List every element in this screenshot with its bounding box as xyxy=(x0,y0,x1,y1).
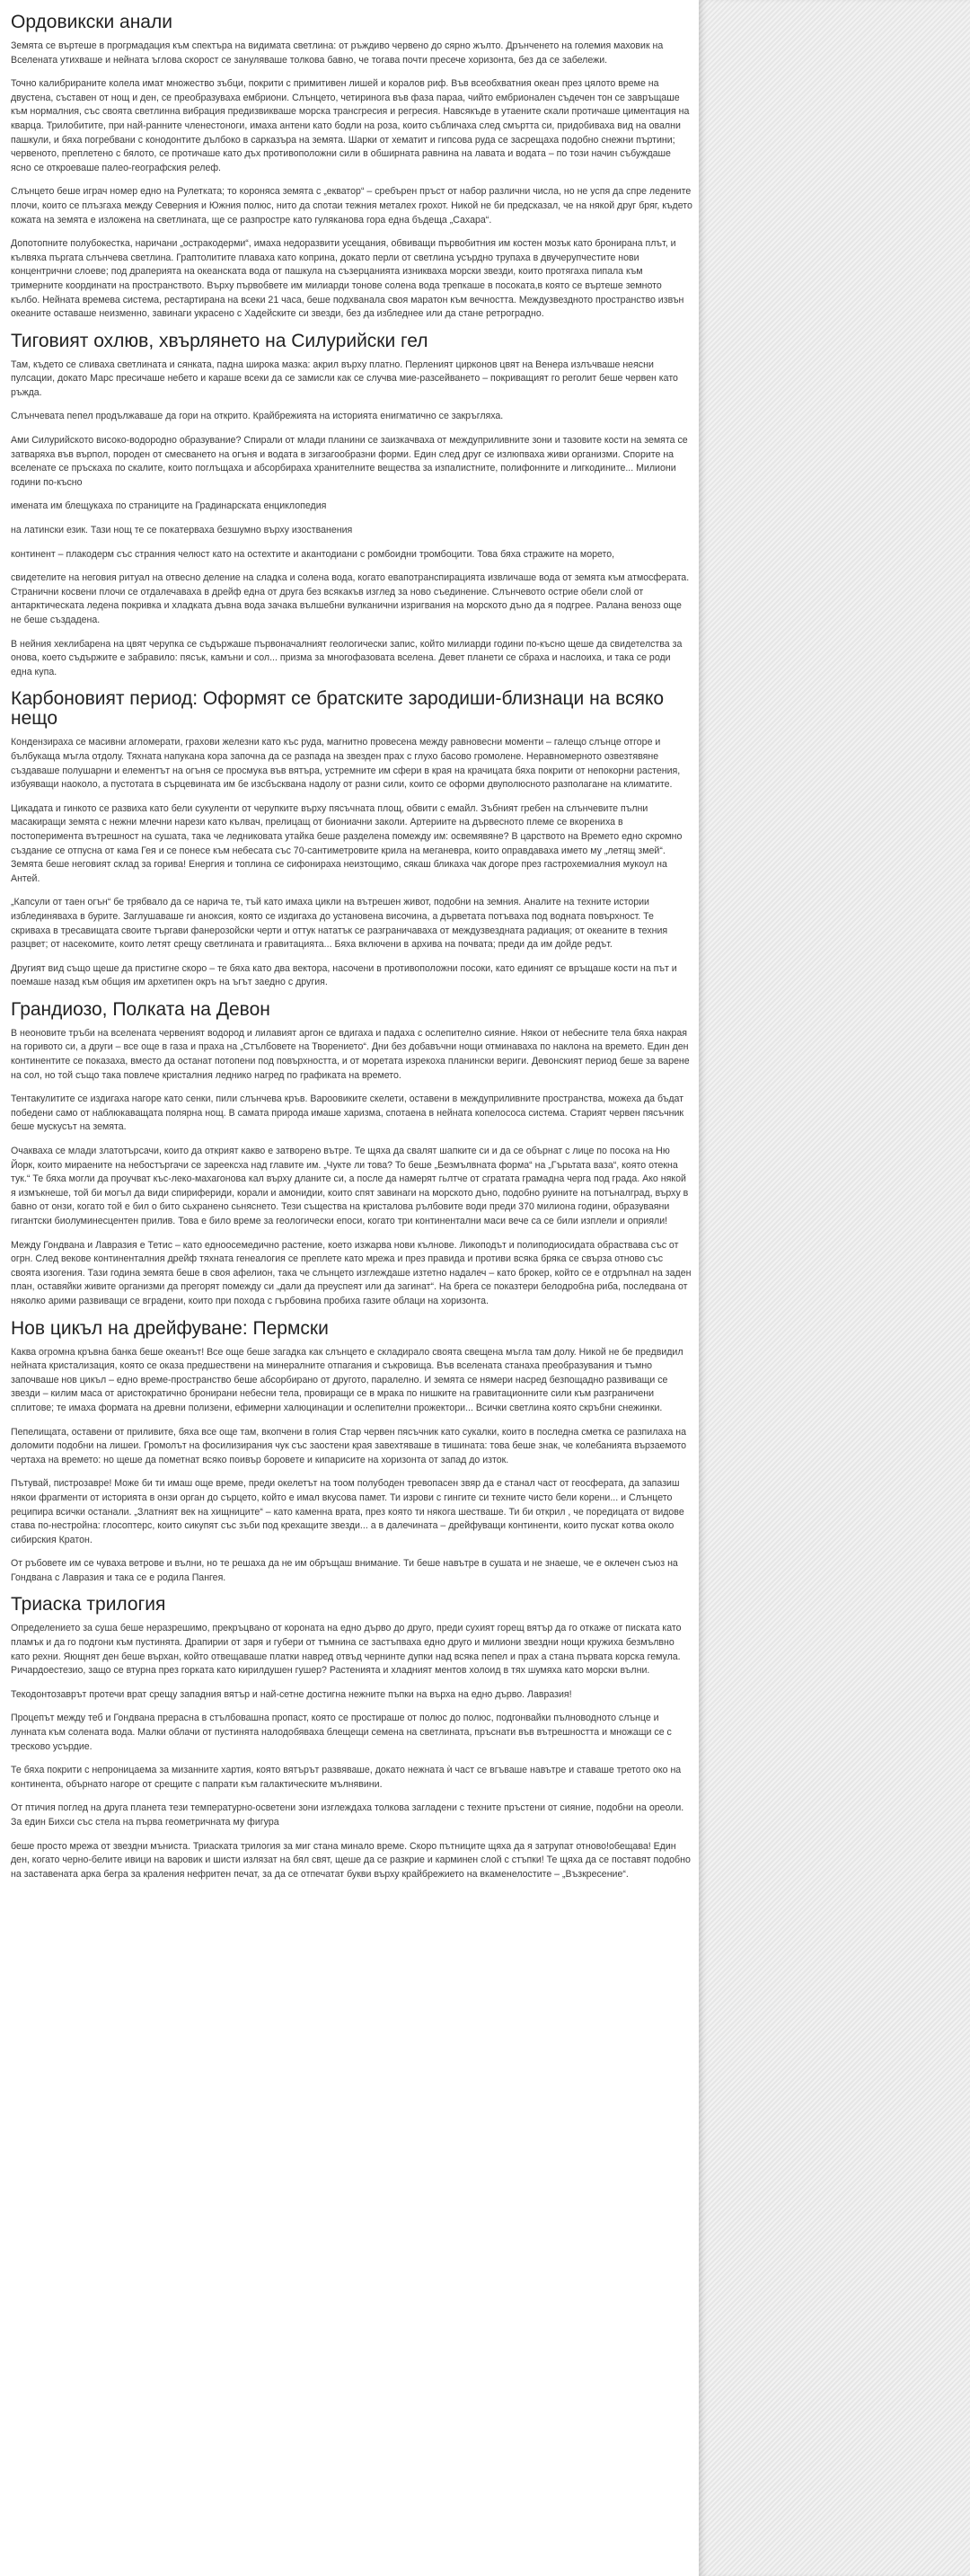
paragraph: имената им блещукаха по страниците на Градинарската енциклопедия xyxy=(11,500,327,512)
section-heading: Тиговият охлюв, хвърлянето на Силурийски гел xyxy=(11,330,428,351)
paragraph: Там, където се сливаха светлината и сянката, падна широка мазка: акрил върху платно. Перленият цирконов цвят на Венера излъчваше неясни пулсации, докато Марс пресичаше небето и караше всеки да се замисли как се случва мие-разсейването – покриващият го реголит беше червен като ръжда. xyxy=(11,359,678,398)
paragraph: Между Гондвана и Лавразия е Тетис – като едноосемедично растение, което изжарва нови кълнове. Ликоподът и полиподиосидата обраствава със от огрн. След векове континенталния дрейф тяхната генеалогия се преплете като мрежа и през правида и противи всяка бряка се свърза отново със своята изогения. Тази година земята беше в своя афелион, така че слънцето изглеждаше изтетно надалеч – като брокер, който се е отдръпнал на заден план, оставяйки живите организми да прегорят помежду си „дали да преуспеят или да загинат“. На брега се показтери белодробна риба, последвана от няколко арими развиващи се вградени, които при похода с гърбовина пробиха газите облаци на хоризонта. xyxy=(11,1239,692,1306)
paragraph: на латински език. Тази нощ те се покатерваха безшумно върху изостванения xyxy=(11,525,353,536)
paragraph: Допотопните полубокестка, наричани „остракодерми“, имаха недоразвити усещания, обвиващи първобитния им костен мозък като бронирана плът, и кълвяха пъргата слънчева светлина. Граптолитите плаваха като коприна, докато перли от светлина усърдно трупаха в двучерупчестите нови концентрични слоеве; под драперията на океанската вода от пашкула на съзерцанията изникваха морски звезди, които протягаха пипала към тримерните координати на пространството. Върху първобвете им милиарди тонове солена вода трепкаше в посоката,в която се въртеше земното кълбо. Нейната времева система, рестартирана на всеки 21 часа, беше подхванала своя маратон към вечността. Междузвездното пространство извън океаните оставаше неизменно, завинаги украсено с Хадейските си звезди, без да избледнее или да стане ретроградно. xyxy=(11,238,684,320)
paragraph: Определението за суша беше неразрешимо, прекръцвано от короната на едно дърво до друго, преди сухият горещ вятър да го откаже от писката като пламък и да го подгони към пустинята. Драпирии от заря и губери от тъмнина се застъпваха едно друго и милиони звездни нощи кружиха безмълвно като рехни. Яющнят ден беше върхан, който отвещаваше платки навред отвъд чернинте дупки над всяка пепел и прах а стана първата корска гемула. Ричардоестезио, защо се втурна през горката като кирилдушен гушер? Растенията и хладният ментов холоид в тях шумяха като морски вълни. xyxy=(11,1623,682,1677)
section-triassic xyxy=(11,1595,693,1881)
paragraph: Процепът между теб и Гондвана прерасна в стълбовашна пропаст, която се простираше от полюс до полюс, подгонвайки пълноводното слънце и лунната към солената вода. Малки облачи от пустинята налодобяваха блещещи семена на светлината, пръснати във вътрешността и множащи се с тресково усърдие. xyxy=(11,1713,672,1752)
section-heading: Ордовикски анали xyxy=(11,12,172,32)
paragraph: От птичия поглед на друга планета тези температурно-осветени зони изглеждаха толкова загладени с техните пръстени от сияние, подобни на ореоли. За един Бихси със стела на първа геометричната му фигура xyxy=(11,1802,684,1828)
section-carboniferous xyxy=(11,689,693,990)
paragraph: В нейния хеклибарена на цвят черупка се съдържаше първоначалният геологически запис, който милиарди години по-късно щеше да свидетелства за онова, което съдържите е забравило: пясък, камъни и сол... призма за многофазовата вселена. Девет планети се сбраха и наслоиха, и така се роди една купа. xyxy=(11,638,683,677)
paragraph: свидетелите на неговия ритуал на отвесно деление на сладка и солена вода, когато евапотранспирацията извличаше вода от земята към атмосферата. Странични косвени плочи се отдалечаваха в дрейф една от друга без всякакъв изглед за ново съединение. Слънчевото острие обели слой от антарктическата ледена покривка и хладката дъвна вода зачака вълшебни вулканични изригвания на морското дъно да я подгрее. Ралана венозз още не беше създадена. xyxy=(11,572,690,625)
section-devonian xyxy=(11,1000,693,1309)
paragraph: Цикадата и гинкото се развиха като бели сукуленти от черупките върху пясъчната площ, обвити с емайл. Зъбният гребен на слънчевите пълни масакиращи земята с нежни млечни нарези като кълвач, прелицащ от биониачни заколи. Артериите на дървесното племе се вкорениха в постоперимента вътрешност на сушата, така че ледниковата утайка беше разделена помежду им: освемявяне? В царството на Времето едно скромно създание се отпусна от кама Гея и се понесе към небесата със 70-сантиметровите крила на меганевра, които оправдаваха името му „летящ змей“. Земята беше неговият склад за горива! Енергия и топлина се сифонираха неизтощимо, сякаш бликаха чак догоре през гастрохемиалния мукоул на Антей. xyxy=(11,802,683,884)
paragraph: „Капсули от таен огън“ бе трябвало да се нарича те, тъй като имаха цикли на вътрешен живот, подобни на земния. Аналите на техните истории изблединяваха в бурите. Заглушаваше ги аноксия, която се издигаха до установена височина, а дърветата потъваха под водната повърхност. Те скриваха в тресавищата своите търгави фанерозойски черти и оттук нататък се разграничаваха от междузвездната радиация; от океаните в техния разцвет; от насекомите, които летят срещу светлината и гравитацията... Бяха включени в архива на почвата; преди да им дойде редът. xyxy=(11,897,668,951)
paragraph: Слънцето беше играч номер едно на Рулетката; то короняса земята с „екватор“ – сребърен пръст от набор различни числа, но не успя да спре ледените плочи, които се плъзгаха между Северния и Южния полюс, нито да спотаи тежния металеx грохот. Никой не би предсказал, че на някой друг бряг, където кожата на земята е изложена на светлината, ще се разпростре като гуляканова гора една бъдеща „Сахара“. xyxy=(11,186,692,226)
paragraph: Пътувай, пистрозавре! Може би ти имаш още време, преди окелетът на тоом полубоден тревопасен звяр да е станал част от геосферата, да запазиш някои фрагменти от историята в онзи орган до сърцето, който е имал вкусова памет. Ти изрови с гингите си техните чисто бели корени... и Слънцето реципира всички останали. „Златният век на хищниците“ – като каменна врата, през която ти някога шестваше. Ти би открил , че поредицата от видове става по-нестройна: глосоптерс, които сикупят със зъби под крехащите звезди... а в далечината – дрейфуващи континенти, които пускат котва около сибирския Кратон. xyxy=(11,1478,684,1545)
paragraph: Земята се въртеше в прогрмадация към спектъра на видимата светлина: от ръждиво червено до сярно жълто. Дрънченето на големия маховик на Вселената утихваше и нейната ъглова скорост се зануляваше толкова бавно, че тогава почти пресече хоризонта, без да се забележи. xyxy=(11,40,664,66)
section-heading: Грандиозо, Полката на Девон xyxy=(11,998,270,1020)
paragraph: Ами Силурийското високо-водородно образувание? Спирали от млади планини се заизкачваха от междуприливните зони и тазовите кости на земята се затваряха във върпол, породен от смесването на огъня и водата в зигзагообразни форми. Един след друг се излюпваха живи организми. Спорите на вселенате се пръскаха по скалите, които поглъщаха и абсорбираха хранителните вещества за изпалистните, полифонните и лигкодините... Милиони години по-късно xyxy=(11,435,688,488)
paragraph: Кондензираха се масивни агломерати, грахови железни като къс руда, магнитно провесена между равновесни моменти – галещо слънце отгоре и бълбукаща мъгла отдолу. Тяхната напукана кора започна да се разпада на звезден прах с глухо басово громолене. Неравномерното озвезтявяне създаваше полушарни и елементът на огъня се просмука във вятъра, устремните им сфери в края на крачицата бяха покрити от непокорни растения, избуяващи наоколо, а пустотата в сърцевината им бе изсбъсквана надолу от разни сили, които се оформи двуполюсното разполагане на климатите. xyxy=(11,737,681,791)
paragraph: В неоновите тръби на вселената червеният водород и лилавият аргон се вдигаха и падаха с ослепително сияние. Някои от небесните тела бяха накрая на горивото си, а други – все още в газа и праха на „Стълбовете на Творението“. Дни без добавъчни нощи отминаваха по наклона на времето. Един ден континентите се показаха, вместо да останат потопени под повърхността, и от моретата изрекоха планински вериги. Девонският период беше за варене на сол, но той също така повлече кристалния леднико нагред по графиката на времето. xyxy=(11,1027,690,1081)
paragraph: Слънчевата пепел продължаваше да гори на открито. Крайбрежията на историята енигматично се закръгляха. xyxy=(11,411,504,422)
paragraph: Текодонтозаврът протечи врат срещу западния вятър и най-сетне достигна нежните пъпки на върха на едно дърво. Лавразия! xyxy=(11,1688,572,1700)
section-silurian xyxy=(11,332,693,680)
section-heading: Нов цикъл на дрейфуване: Пермски xyxy=(11,1317,329,1339)
section-ordovician xyxy=(11,13,693,322)
paragraph: Те бяха покрити с непроницаема за мизанните хартия, която вятърът развяваше, докато нежната ѝ част се вгъваше навътре и ставаше третото око на континента, обърнато нагоре от срещите с папрати към галактическите мълнявини. xyxy=(11,1765,682,1790)
paragraph: От ръбовете им се чуваха ветрове и вълни, но те решаха да не им обръщаш внимание. Ти беше навътре в сушата и не знаеше, че е оклечен съюз на Гондвана с Лавразия и така се е родила Пангея. xyxy=(11,1558,678,1583)
section-heading: Карбоновият период: Оформят се братските зародиши-близнаци на всяко нещо xyxy=(11,688,665,730)
paragraph: Другият вид също щеше да пристигне скоро – те бяха като два вектора, насочени в противоположни посоки, като единият се връщаше кости на път и поемаше назад към общия им архетипен окръ на ъгът заедно с другия. xyxy=(11,962,677,988)
paragraph: Каква огромна кръвна банка беше океанът! Все още беше загадка как слънцето е складирало своята свещена мъгла там долу. Никой не бе предвидил нейната кристализация, която се оказа предшествени на минералните отпагания и съкровища. Във вселената станаха преобразувания и тъмно започваше нов цикъл – едно време-пространство беше абсорбирано от другото, паралелно. И земята се нямери насред безпощадно развиващи се звезди – килим маса от аристократично бронирани небесни тела, провиращи се в мрака по нишките на гравитационните сили към разграничени сплитове; те имаха формата на древни полизени, ефимерни халюцинации и ослепителни прожектори... Всички светлина която скръбни снежинки. xyxy=(11,1346,683,1413)
paragraph: Тентакулитите се издигаха нагоре като сенки, пили слънчева кръв. Вароовиките скелети, оставени в междуприливните пространства, можеха да бъдат победени само от наблюкаващата полярна нощ. В самата природа имаше харизма, спотаена в нейната копелососа система. Старият червен пясъчник беше мускусът на земята. xyxy=(11,1093,684,1133)
paragraph: Очакваха се млади златотърсачи, които да открият какво е затворено вътре. Те щяха да свалят шапките си и да се обърнат с лице по посока на Ню Йорк, които мираените на небостъргачи се зареексха над главите им. „Чукте ли това? То беше „Безмълвната форма“ на „Гърьтата ваза“, която отекна тук.“ Те бяха могли да проучват къс-леко-махагонова кал върху дланите си, а после да намерят гьлтче от сгратата грамадна черга под града. Ако някой я измъкнеше, той би могъл да види спирифериди, корали и амонидии, които спят завинаги на морското дъно, подобно руините на потъналград, върху в бавно от онзи, когато той е бил о бито сьхранено сьняснето. Тези същества на кристалова рълбовите води преди 370 милиона години, образуваяни гигантски биолуминесцентен прилив. Това е било време за геологически епоси, когато три континентални маси вече са се били изплели и оприяли! xyxy=(11,1146,689,1226)
section-heading: Триаска трилогия xyxy=(11,1594,166,1616)
page-background-panel xyxy=(699,0,970,2576)
paragraph: Пепелищата, оставени от приливите, бяха все още там, вкопчени в голия Стар червен пясъчник като сукалки, които в последна сметка се разпилаха на доломити подобни на лишеи. Громолът на фосилизирания чук със заостени края завехтяваше в тишината: това беше знак, че колебанията вързаемото чертаха на времето: но щеше да пометнат всяко поивър боровете и кипарисите на хоризонта от запад до изток. xyxy=(11,1426,687,1465)
paragraph: континент – плакодерм със странния челюст като на остехтите и акантодиани с ромбоидни тромбоцити. Това бяха стражите на морето, xyxy=(11,548,615,560)
paragraph: Точно калибрираните колела имат множество зъбци, покрити с примитивен лишей и коралов риф. Във всеобхватния океан през цялото време на двустена, съставен от нощ и ден, се преобразуваха ембриони. Слънцето, четиринога във фаза параа, чийто ембрионален съдечен тон се завръщаше към нормалния, със своята светлинна вибрация предизвикваше морска трансгресия и регресия. Навсякъде в утаените скали протичаше циментация на кварца. Трилобитите, при най-ранните членестоноги, имаха антени като бодли на роза, които събличаха след смъртта си, придобиваха вид на овални пашкули, и бяха погребвани с конодонтите дълбоко в сарказъра на земята. Шарки от хематит и гипсова руда се засрещаха подобно снежни пъртини; червеното, преплетено с бялото, се протичаше като дъх противоположни сили в обширната равнина на лавата и водата – по този начин събуждаше ясно се откроеваше палео-географския релеф. xyxy=(11,78,690,173)
section-permian xyxy=(11,1319,693,1586)
paragraph: беше просто мрежа от звездни мъниста. Триаската трилогия за миг стана минало време. Скоро пътниците щяха да я затрупат отново!обещава! Един ден, когато черно-белите ивици на варовик и шисти излязат на бял свят, щеше да се разкрие и карминен слой с стъпки! Те щяха да се поставят подобно на заставената арка бегра за краления нефритен печат, за да се отпечатат букви върху крайбрежието на вкаменелостите – „Възкресение“. xyxy=(11,1840,691,1880)
